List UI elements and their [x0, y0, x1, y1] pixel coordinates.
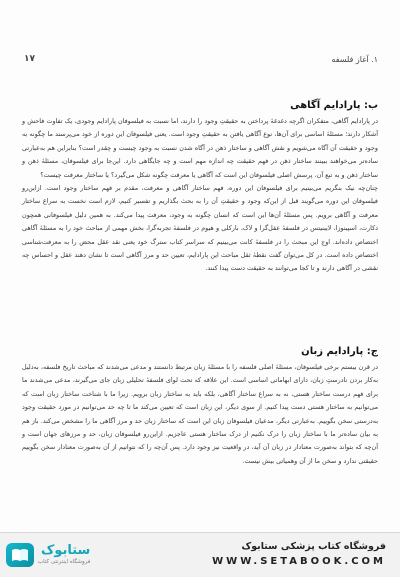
store-logo[interactable]: [6, 541, 106, 569]
paragraph: در پارادایم آگاهی، متفکران اگرچه دغدغهٔ پرداختن به حقیقتِ وجود را دارند، اما نسبت به فیلسوفان پارادایم وجودی، یک تفاوت فاحش و آشکار دارند؛ مسئلهٔ اساسی برای آن‌ها، نوع آگاهی یافتن به حقیقتِ وجود است. یعنی فیلسوفان این دوره از خود می‌پرسند ما چگونه به وجود و حقیقت آن آگاه می‌شویم و نقش آگاهی و ساختار ذهن در آگاه شدن نسبت به وجود چیست و چقدر است؟ بنابراین هم به‌عبارتی ساده‌تر می‌خواهند ببینند ساختار ذهن در فهم حقیقت چه اندازه مهم است و چه جایگاهی دارد. این‌جا برای فیلسوفان، مسئلهٔ ذهن و ساختار ذهن و به تبع آن، پرسش اصلی فیلسوفان این است که آگاهی یا معرفت چگونه شکل می‌گیرد؟ یا ساختار معرفت چیست؟: [22, 117, 378, 179]
store-title: فروشگاه کتاب پزشکی ستابوک: [241, 541, 386, 552]
logo-tagline: فروشگاه اینترنتی کتاب: [38, 559, 91, 565]
store-url-link[interactable]: WWW.SETABOOK.COM: [212, 556, 386, 567]
running-header: [24, 52, 378, 66]
paragraph: در قرن بیستم برخی فیلسوفان، مسئلهٔ اصلی فلسفه را با مسئلهٔ زبان مرتبط دانستند و مدعی می‌شدند که مباحث تاریخ فلسفه، به‌دلیل به‌کار بردن نادرستِ زبان، دارای ابهاماتی اساسی است. این علاقه که تحت لوای فلسفهٔ تحلیلی زبان جای می‌گیرند، مدعی می‌شدند ما برای فهم درست ساختار هستی، نه به سراغ ساختار آگاهی، بلکه باید به ساختار زبان برویم. زیرا ما با شناخت ساختار زبان است که می‌توانیم به ساختار هستی دست پیدا کنیم. از سوی دیگر، این زبان است که تعیین می‌کند ما تا چه حد می‌توانیم در مورد حقیقت وجود به‌درستی سخن بگوییم. به‌عبارتی دیگر، مدعیان فیلسوفان زبان این است که ساختار زبان حد و مرز آگاهی ما را مشخص می‌کند. باز هم به بیان ساده‌تر ما با ساختار زبان را درک نکنیم از درک ساختار هستی عاجزیم. ازاین‌رو فیلسوفان زبان، حد و مرزهای جهان است و آن‌چه که بتواند به‌صورت معنادار در زبان آن آید، در واقعیت نیز وجود دارد. پس آن‌چه را که نتوانیم از آن به‌صورت معنادار سخن بگوییم حقیقتی ندارد و سخن ما از آن وهمیاتی بیش نیست.: [22, 363, 378, 465]
chapter-title: ۱. آغاز فلسفه: [331, 54, 378, 64]
page-number: ۱۷: [24, 54, 35, 64]
section-heading: ج: پارادایم زبان: [301, 346, 378, 357]
book-icon: [6, 543, 34, 567]
paragraph: چنان‌چه نیک بنگریم می‌بینیم برای فیلسوفان این دوره، فهم ساختار آگاهی و معرفت، مقدم بر فهم ساختار وجود است. ازاین‌رو فیلسوفان این دوره می‌گویند قبل از این‌که وجود و حقیقتِ آن را به بحث بگذاریم و تفسیر کنیم، لازم است نخست به سراغ ساختار معرفت و آگاهی برویم. پس مسئلهٔ آن‌ها این است که انسان چگونه به وجود، معرفت پیدا می‌کند. به همین دلیل فیلسوفانی همچون دکارت، اسپینوزا، لایبنیتس در فلسفهٔ عقل‌گرا و لاک، بارکلی و هیوم در فلسفهٔ تجربه‌گرا، بخش مهمی از مباحث خود را به مسئلهٔ آگاهی اختصاص داده‌اند. اوج این مبحث را در فلسفهٔ کانت می‌بینیم که سراسر کتاب سترگ خود یعنی نقد عقل محض را به معرفت‌شناسی اختصاص داده است. در کل می‌توان گفت نقطهٔ ثقل مباحث این پارادایم، تعیین حد و مرز آگاهی است تا نشان دهند عقل و احساس چه نقشی در آگاهی دارند و تا کجا می‌توانند به حقیقت دست پیدا کنند.: [22, 184, 378, 273]
store-info: [212, 539, 386, 570]
section-consciousness-paradigm: [22, 100, 378, 276]
logo-name: ستابوک: [41, 543, 91, 558]
store-footer-banner: [0, 532, 400, 577]
section-language-paradigm: [22, 346, 378, 468]
section-heading: ب: پارادایم آگاهی: [290, 100, 378, 111]
